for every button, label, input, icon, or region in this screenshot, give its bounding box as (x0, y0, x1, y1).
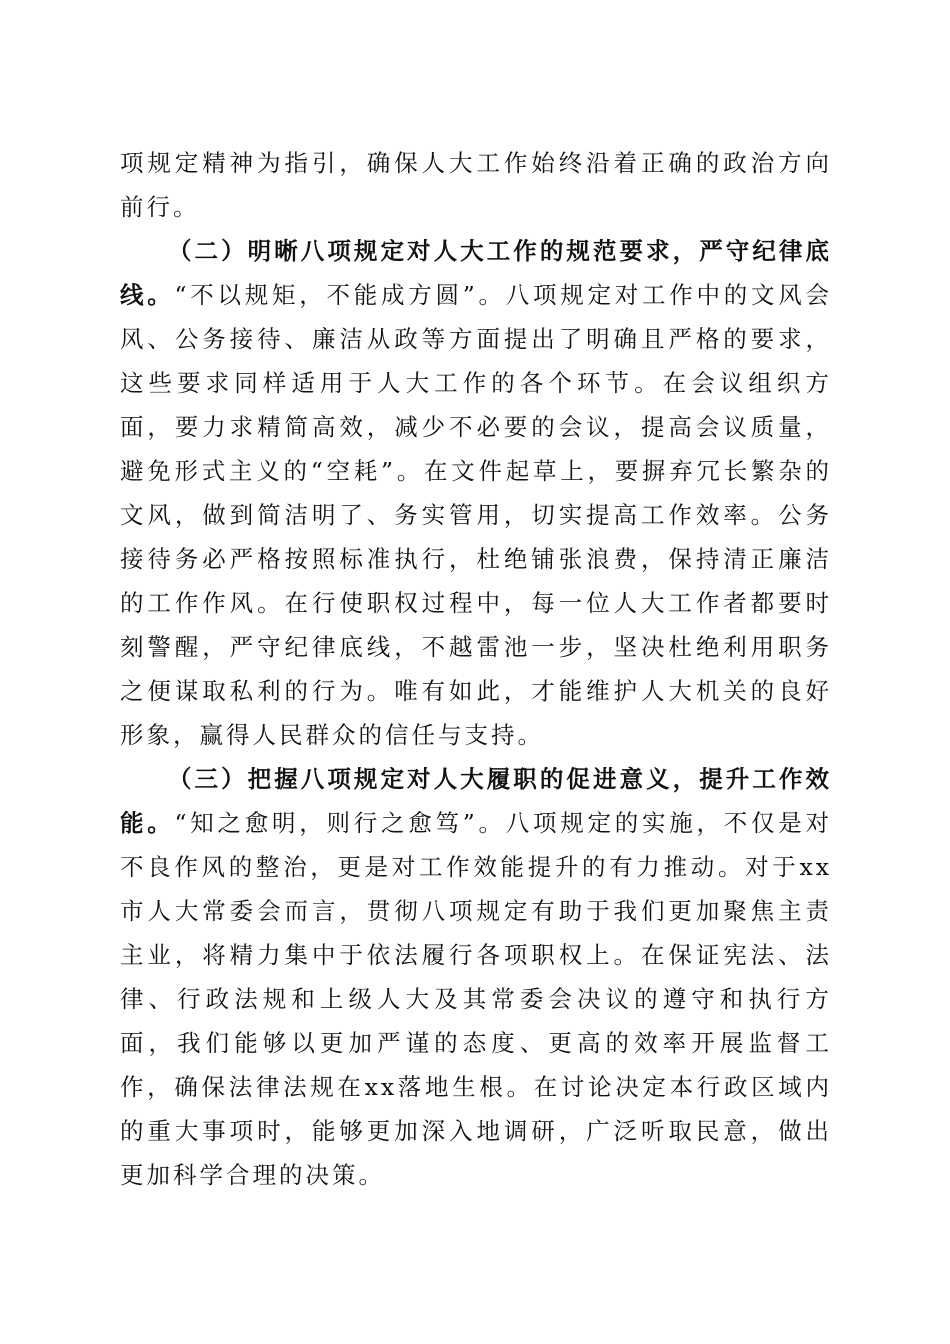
continuation-paragraph: 项规定精神为指引，确保人大工作始终沿着正确的政治方向前行。 (120, 149, 832, 221)
section-two-body: “不以规矩，不能成方圆”。八项规定对工作中的文风会风、公务接待、廉洁从政等方面提出了明确且严格的要求，这些要求同样适用于人大工作的各个环节。在会议组织方面，要力求精简高效，减少不必要的会议，提高会议质量，避免形式主义的“空耗”。在文件起草上，要摒弃冗长繁杂的文风，做到简洁明了、务实管用，切实提高工作效率。公务接待务必严格按照标准执行，杜绝铺张浪费，保持清正廉洁的工作作风。在行使职权过程中，每一位人大工作者都要时刻警醒，严守纪律底线，不越雷池一步，坚决杜绝利用职务之便谋取私利的行为。唯有如此，才能维护人大机关的良好形象，赢得人民群众的信任与支持。 (120, 281, 832, 749)
section-two-paragraph (120, 229, 832, 757)
section-two-heading: （二）明晰八项规定对人大工作的规范要求，严守纪律底线。 (120, 237, 832, 309)
section-three-body: “知之愈明，则行之愈笃”。八项规定的实施，不仅是对不良作风的整治，更是对工作效能提升的有力推动。对于xx市人大常委会而言，贯彻八项规定有助于我们更加聚焦主责主业，将精力集中于依法履行各项职权上。在保证宪法、法律、行政法规和上级人大及其常委会决议的遵守和执行方面，我们能够以更加严谨的态度、更高的效率开展监督工作，确保法律法规在xx落地生根。在讨论决定本行政区域内的重大事项时，能够更加深入地调研，广泛听取民意，做出更加科学合理的决策。 (120, 809, 832, 1189)
section-three-heading: （三）把握八项规定对人大履职的促进意义，提升工作效能。 (120, 765, 832, 837)
section-three-paragraph (120, 757, 832, 1197)
document-body (120, 141, 832, 1197)
